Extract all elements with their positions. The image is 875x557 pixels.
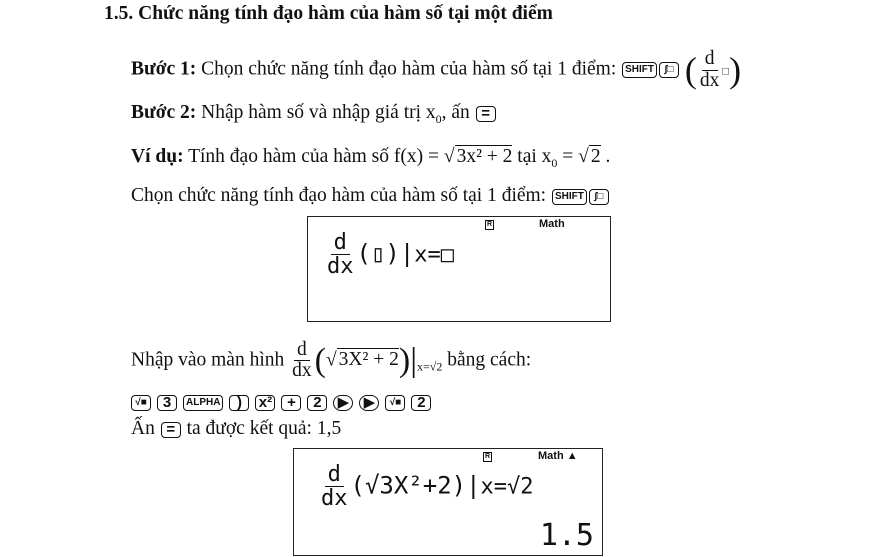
sqrt-sign-2: √ xyxy=(578,146,589,167)
example-radicand: 3x² + 2 xyxy=(456,146,513,167)
equals-key-2: = xyxy=(161,422,181,438)
result-line xyxy=(131,418,341,440)
input-before: Nhập vào màn hình xyxy=(131,349,285,371)
derivative-fraction: $\frac{d}{dx}$ xyxy=(699,48,720,91)
close-paren: ) xyxy=(729,50,742,90)
example-label: Ví dụ: xyxy=(131,146,184,167)
integral-key-2: ∫□ xyxy=(589,189,609,205)
screen1-expr-tail: (▯)| xyxy=(356,239,415,268)
example-line xyxy=(131,146,610,171)
example-fx: f(x) = xyxy=(393,146,439,167)
right-arrow-key-2: ▶ xyxy=(359,395,379,411)
select-line xyxy=(131,185,610,207)
key-2-b: 2 xyxy=(411,395,431,411)
sqrt-key-2: √■ xyxy=(385,395,405,411)
calculator-screen-1 xyxy=(307,216,611,322)
example-x0sub: 0 xyxy=(551,155,558,170)
input-cond: x=√2 xyxy=(417,359,443,374)
step2-var: x xyxy=(425,102,436,123)
result-press: Ấn xyxy=(131,418,155,439)
right-arrow-key: ▶ xyxy=(333,395,353,411)
key-3: 3 xyxy=(157,395,177,411)
input-after: bằng cách: xyxy=(447,349,532,371)
sqrt-key: √■ xyxy=(131,395,151,411)
shift-key: SHIFT xyxy=(622,62,657,78)
screen2-mode: Math ▲ xyxy=(538,450,578,462)
sqrt-sign: √ xyxy=(443,146,455,167)
select-text: Chọn chức năng tính đạo hàm của hàm số tại 1 điểm: xyxy=(131,185,547,206)
example-mid: tại xyxy=(517,146,537,167)
step1-label: Bước 1: xyxy=(131,58,197,80)
plus-key: + xyxy=(281,395,301,411)
step1-line xyxy=(131,49,741,91)
step2-sub: 0 xyxy=(435,111,442,126)
step2-line xyxy=(131,102,497,127)
step2-label: Bước 2: xyxy=(131,102,197,123)
input-line: Nhập vào màn hình $\frac{d}{dx}$ (√ $3X^2 + 2)|_{x=√2}$ bằng cách: xyxy=(131,339,532,382)
screen1-fraction: $\frac{d}{dx}$ xyxy=(327,230,354,280)
alpha-key: ALPHA xyxy=(183,395,223,411)
placeholder-box: □ xyxy=(722,65,730,78)
input-sqrt-sign: √ xyxy=(325,349,337,371)
screen2-cond: x=√2 xyxy=(480,474,534,500)
screen1-expression xyxy=(324,231,454,278)
screen2-expr: (√3X²+2)| xyxy=(350,471,481,500)
example-text: Tính đạo hàm của hàm số xyxy=(188,146,389,167)
step1-text: Chọn chức năng tính đạo hàm của hàm số tại 1 điểm: xyxy=(201,58,617,80)
example-end: . xyxy=(605,146,611,167)
step2-text: Nhập hàm số và nhập giá trị xyxy=(201,102,422,123)
key-2: 2 xyxy=(307,395,327,411)
calculator-screen-2 xyxy=(293,448,603,556)
step2-tail: , ấn xyxy=(441,102,470,123)
screen2-fraction: $\frac{d}{dx}$ xyxy=(321,462,348,512)
screen1-mode: Math xyxy=(539,218,565,230)
close-paren-key: ) xyxy=(229,395,249,411)
screen2-r-indicator: R xyxy=(484,453,491,460)
screen1-r-indicator: R xyxy=(486,221,493,228)
screen2-result: 1.5 xyxy=(539,518,594,553)
example-eq: = xyxy=(562,146,574,167)
result-rest: ta được kết quả: 1,5 xyxy=(186,418,342,439)
square-key: x² xyxy=(255,395,275,411)
key-sequence xyxy=(130,394,432,412)
screen2-expression xyxy=(318,463,534,510)
example-x0: x xyxy=(541,146,552,167)
equals-key: = xyxy=(476,106,496,122)
section-heading: 1.5. Chức năng tính đạo hàm của hàm số tại một điểm xyxy=(104,3,553,24)
input-fraction: $\frac{d}{dx}$ xyxy=(292,339,312,382)
open-paren: ( xyxy=(684,50,697,90)
example-val: 2 xyxy=(590,146,601,167)
shift-key-2: SHIFT xyxy=(552,189,587,205)
input-radicand: 3X² + 2 xyxy=(338,349,399,371)
integral-key: ∫□ xyxy=(659,62,679,78)
screen1-cond: x=□ xyxy=(414,242,455,268)
